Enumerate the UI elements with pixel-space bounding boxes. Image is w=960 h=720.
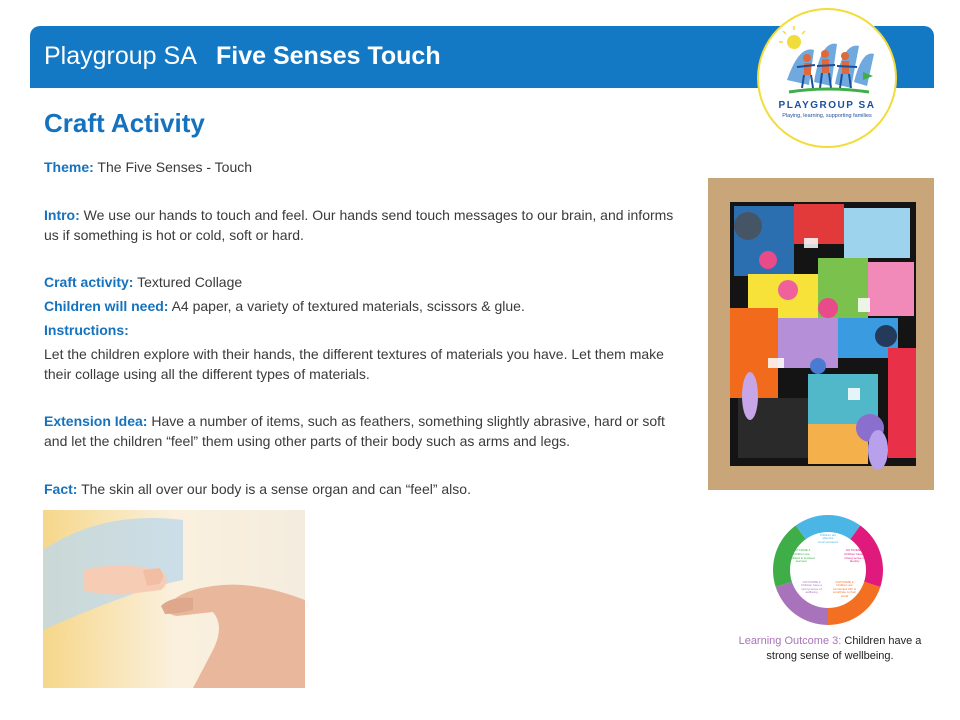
craft-paragraph xyxy=(44,272,684,292)
wheel-segment-label: OUTCOME 2 Children are connected with & contribute to their world xyxy=(832,580,857,599)
instructions-text: Let the children explore with their hands, the different textures of materials you have. Let them make their collage using all the different types of materials. xyxy=(44,346,664,382)
need-paragraph xyxy=(44,296,684,316)
header-title: Five Senses Touch xyxy=(216,42,441,70)
playgroup-logo xyxy=(757,8,897,148)
intro-text: We use our hands to touch and feel. Our hands send touch messages to our brain, and informs us if something is hot or cold, soft or hard. xyxy=(44,207,674,243)
page-title: Craft Activity xyxy=(44,108,205,138)
learning-outcome-caption xyxy=(730,634,930,664)
wheel-segment-label: OUTCOME 4 Children are confident & involved learners xyxy=(787,549,815,564)
wheel-segment-label: OUTCOME 3 Children have a strong sense of wellbeing xyxy=(801,580,823,595)
fact-text: The skin all over our body is a sense organ and can “feel” also. xyxy=(77,481,471,497)
theme-label: Theme: xyxy=(44,159,94,175)
baby-hand-photo xyxy=(43,510,305,688)
wheel-segment-label: OUTCOME 5 Children are effective communicators xyxy=(817,530,839,544)
extension-paragraph xyxy=(44,411,684,451)
outcome-caption-text: Children have a strong sense of wellbeing. xyxy=(766,635,922,662)
instructions-heading xyxy=(44,320,684,340)
header-org: Playgroup SA xyxy=(44,42,197,70)
extension-label: Extension Idea: xyxy=(44,413,148,429)
fact-paragraph xyxy=(44,479,684,499)
wheel-segment-label: OUTCOME 1 Children have a strong sense of identity xyxy=(844,549,866,564)
extension-text: Have a number of items, such as feathers, something slightly abrasive, hard or soft and let the children “feel” them using other parts of their body such as arms and legs. xyxy=(44,413,665,449)
instructions-label: Instructions: xyxy=(44,322,129,338)
craft-label: Craft activity: xyxy=(44,274,134,290)
fact-label: Fact: xyxy=(44,481,78,497)
learning-outcomes-wheel xyxy=(772,514,884,626)
outcome-caption-label: Learning Outcome 3: xyxy=(738,635,842,647)
intro-paragraph xyxy=(44,205,684,245)
textured-collage-photo xyxy=(708,178,934,490)
family-figures-icon xyxy=(759,10,895,100)
need-text: A4 paper, a variety of textured materials, scissors & glue. xyxy=(168,298,525,314)
logo-tagline: Playing, learning, supporting families xyxy=(782,113,872,119)
intro-label: Intro: xyxy=(44,207,80,223)
theme-paragraph xyxy=(44,157,684,177)
logo-name: PLAYGROUP SA xyxy=(778,100,876,111)
craft-text: Textured Collage xyxy=(133,274,243,290)
need-label: Children will need: xyxy=(44,298,169,314)
theme-text: The Five Senses - Touch xyxy=(93,159,253,175)
